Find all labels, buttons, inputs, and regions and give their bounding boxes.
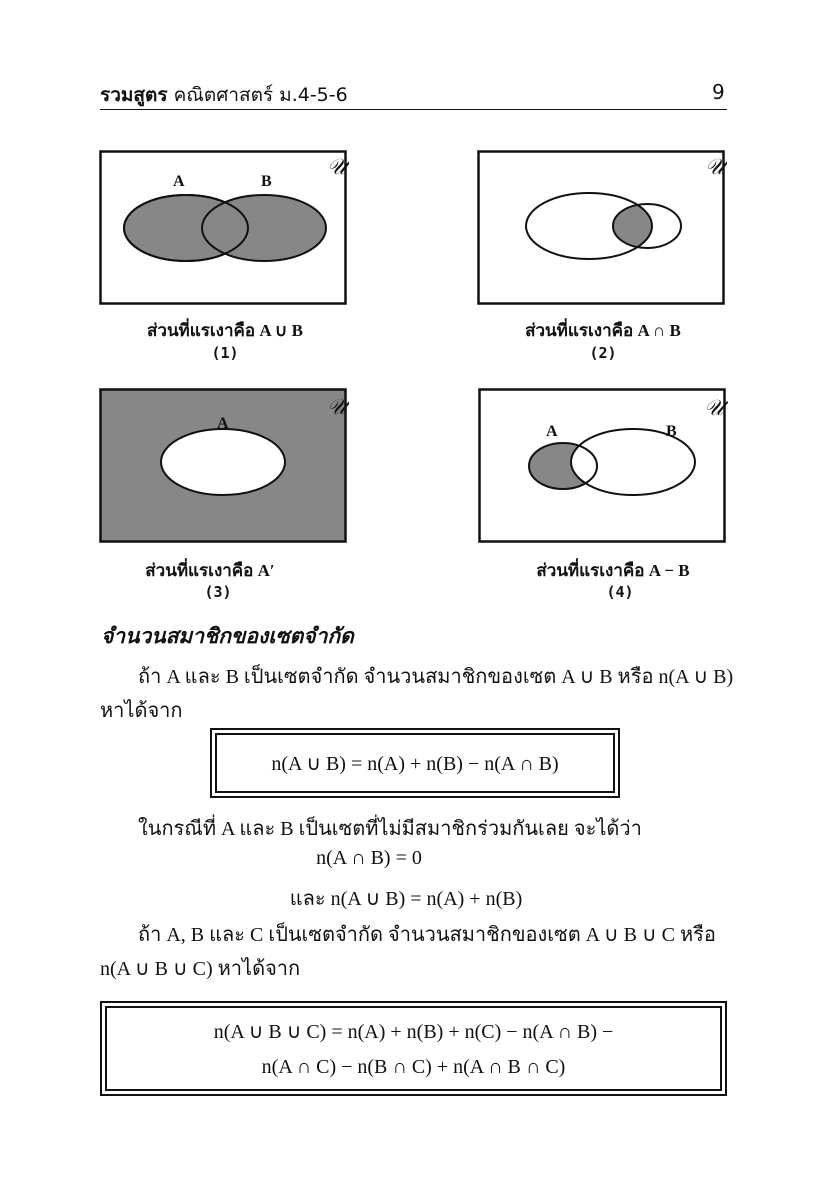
universe-label: 𝒰 xyxy=(327,154,347,179)
caption-number-2: (2) xyxy=(589,344,617,362)
caption-number-3: (3) xyxy=(204,583,232,601)
paragraph-3-line-2: n(A ∪ B ∪ C) หาได้จาก xyxy=(100,958,301,980)
header-title-bold: รวมสูตร xyxy=(100,84,168,106)
paragraph-2: ในกรณีที่ A และ B เป็นเซตที่ไม่มีสมาชิกร่วมกันเลย จะได้ว่า xyxy=(138,818,642,840)
universe-label: 𝒰 xyxy=(327,394,347,419)
header-title-rest: คณิตศาสตร์ ม.4-5-6 xyxy=(167,84,348,106)
section-heading: จำนวนสมาชิกของเซตจำกัด xyxy=(101,624,354,648)
set-label-b: B xyxy=(261,173,272,190)
caption-4: ส่วนที่แรเงาคือ A − B xyxy=(536,561,690,580)
caption-number-1: (1) xyxy=(211,344,239,362)
formula-box-three-sets xyxy=(100,1001,727,1096)
set-label-a: A xyxy=(546,423,558,440)
page-number: 9 xyxy=(712,80,725,104)
running-header-title xyxy=(100,80,348,110)
equation-disjoint-intersection: n(A ∩ B) = 0 xyxy=(316,847,422,869)
paragraph-1-line-2: หาได้จาก xyxy=(100,700,183,722)
caption-number-4: (4) xyxy=(606,583,634,601)
set-label-b: B xyxy=(666,423,677,440)
formula-three-sets-line-2: n(A ∩ C) − n(B ∩ C) + n(A ∩ B ∩ C) xyxy=(261,1055,566,1078)
caption-1: ส่วนที่แรเงาคือ A ∪ B xyxy=(147,321,303,340)
header-rule xyxy=(100,109,727,110)
paragraph-1-line-1: ถ้า A และ B เป็นเซตจำกัด จำนวนสมาชิกของเซต A ∪ B หรือ n(A ∪ B) xyxy=(138,666,734,688)
set-label-a: A xyxy=(217,415,229,432)
caption-3: ส่วนที่แรเงาคือ A′ xyxy=(145,561,275,580)
universe-label: 𝒰 xyxy=(705,154,725,179)
formula-union-two-sets: n(A ∪ B) = n(A) + n(B) − n(A ∩ B) xyxy=(271,752,559,775)
set-label-a: A xyxy=(173,173,185,190)
paragraph-3-line-1: ถ้า A, B และ C เป็นเซตจำกัด จำนวนสมาชิกของเซต A ∪ B ∪ C หรือ xyxy=(138,924,716,946)
venn-diagram-intersection xyxy=(477,150,727,307)
formula-three-sets-line-1: n(A ∪ B ∪ C) = n(A) + n(B) + n(C) − n(A ∩ B) − xyxy=(213,1020,614,1043)
universe-label: 𝒰 xyxy=(704,395,724,420)
venn-diagram-complement xyxy=(99,388,349,545)
caption-2: ส่วนที่แรเงาคือ A ∩ B xyxy=(525,321,681,340)
venn-diagram-difference xyxy=(478,388,728,545)
equation-disjoint-union: และ n(A ∪ B) = n(A) + n(B) xyxy=(289,888,523,910)
formula-box-two-sets xyxy=(210,728,620,798)
venn-diagram-union xyxy=(99,150,349,307)
